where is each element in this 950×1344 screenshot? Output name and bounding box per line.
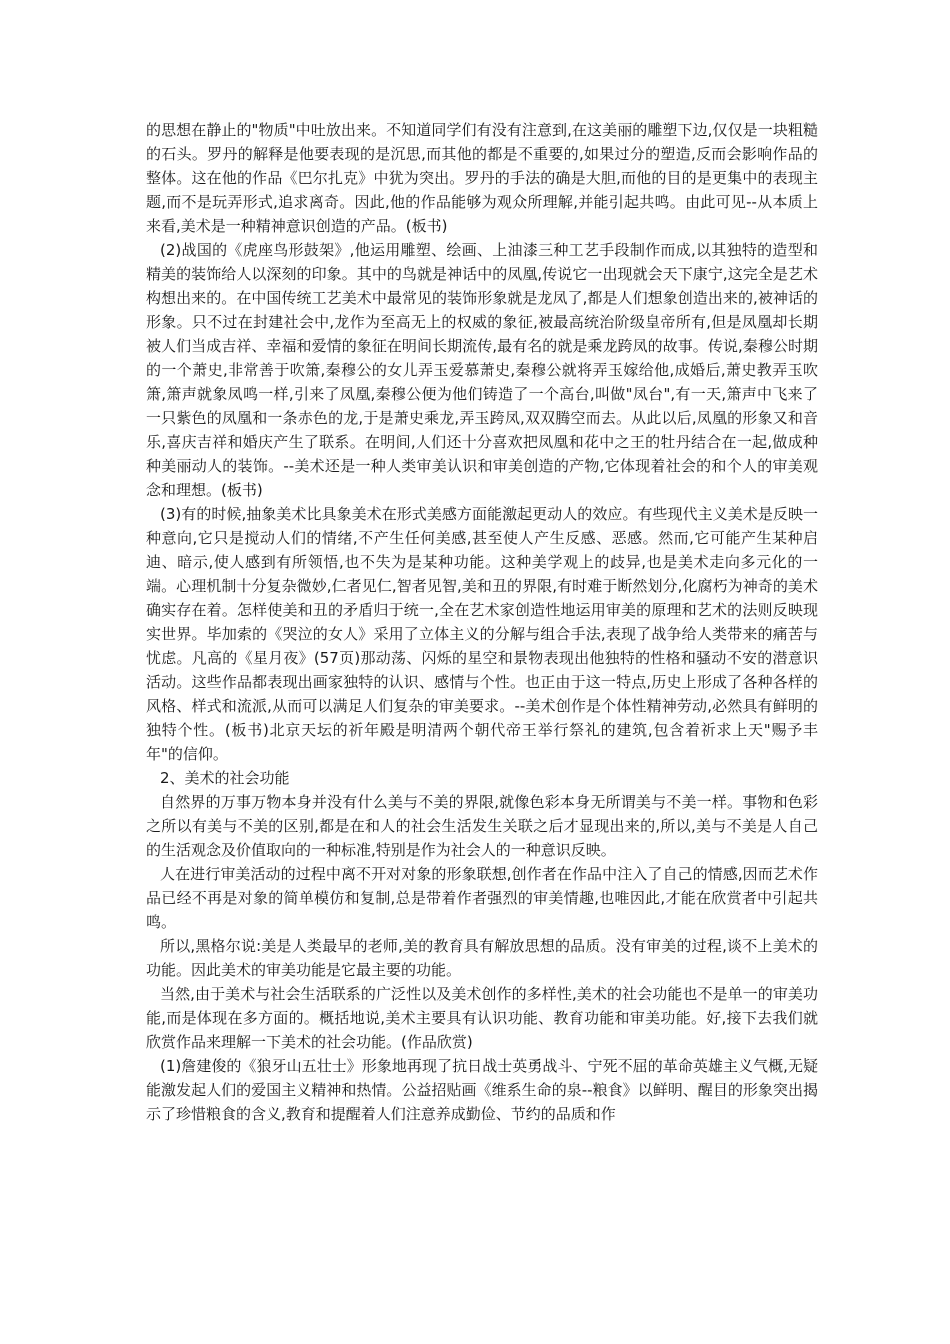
- section-heading-social-function: 2、美术的社会功能: [160, 769, 290, 787]
- paragraph-multiple-functions: 当然,由于美术与社会生活联系的广泛性以及美术创作的多样性,美术的社会功能也不是单一的审美功能,而是体现在多方面的。概括地说,美术主要具有认识功能、教育功能和审美功能。好,接下去我们就欣赏作品来理解一下美术的社会功能。(作品欣赏): [146, 985, 818, 1051]
- paragraph-rodin-continued: 的思想在静止的"物质"中吐放出来。不知道同学们有没有注意到,在这美丽的雕塑下边,仅仅是一块粗糙的石头。罗丹的解释是他要表现的是沉思,而其他的都是不重要的,如果过分的塑造,反而会影响作品的整体。这在他的作品《巴尔扎克》中犹为突出。罗丹的手法的确是大胆,而他的目的是更集中的表现主题,而不是玩弄形式,追求离奇。因此,他的作品能够为观众所理解,并能引起共鸣。由此可见--从本质上来看,美术是一种精神意识创造的产品。(板书): [146, 121, 818, 235]
- paragraph-abstract-art: (3)有的时候,抽象美术比具象美术在形式美感方面能激起更动人的效应。有些现代主义美术是反映一种意向,它只是搅动人们的情绪,不产生任何美感,甚至使人产生反感、恶感。然而,它可能产生某种启迪、暗示,使人感到有所领悟,也不失为是某种功能。这种美学观上的歧异,也是美术走向多元化的一端。心理机制十分复杂微妙,仁者见仁,智者见智,美和丑的界限,有时难于断然划分,化腐朽为神奇的美术确实存在着。怎样使美和丑的矛盾归于统一,全在艺术家创造性地运用审美的原理和艺术的法则反映现实世界。毕加索的《哭泣的女人》采用了立体主义的分解与组合手法,表现了战争给人类带来的痛苦与忧虑。凡高的《星月夜》(57页)那动荡、闪烁的星空和景物表现出他独特的性格和骚动不安的潜意识活动。这些作品都表现出画家独特的认识、感情与个性。也正由于这一特点,历史上形成了各种各样的风格、样式和流派,从而可以满足人们复杂的审美要求。--美术创作是个体性精神劳动,必然具有鲜明的独特个性。(板书)北京天坛的祈年殿是明清两个朝代帝王举行祭礼的建筑,包含着祈求上天"赐予丰年"的信仰。: [146, 505, 818, 763]
- paragraph-tiger-bird-drum: (2)战国的《虎座鸟形鼓架》,他运用雕塑、绘画、上油漆三种工艺手段制作而成,以其独特的造型和精美的装饰给人以深刻的印象。其中的鸟就是神话中的凤凰,传说它一出现就会天下康宁,这完全是艺术构想出来的。在中国传统工艺美术中最常见的装饰形象就是龙凤了,都是人们想象创造出来的,被神话的形象。只不过在封建社会中,龙作为至高无上的权威的象征,被最高统治阶级皇帝所有,但是凤凰却长期被人们当成吉祥、幸福和爱情的象征在明间长期流传,最有名的就是乘龙跨凤的故事。传说,秦穆公时期的一个萧史,非常善于吹箫,秦穆公的女儿弄玉爱慕萧史,秦穆公就将弄玉嫁给他,成婚后,萧史教弄玉吹箫,箫声就象凤鸣一样,引来了凤凰,秦穆公便为他们铸造了一个高台,叫做"凤台",有一天,箫声中飞来了一只紫色的凤凰和一条赤色的龙,于是萧史乘龙,弄玉跨凤,双双腾空而去。从此以后,凤凰的形象又和音乐,喜庆吉祥和婚庆产生了联系。在明间,人们还十分喜欢把凤凰和花中之王的牡丹结合在一起,做成种种美丽动人的装饰。--美术还是一种人类审美认识和审美创造的产物,它体现着社会的和个人的审美观念和理想。(板书): [146, 241, 818, 499]
- paragraph-aesthetic-activity: 人在进行审美活动的过程中离不开对对象的形象联想,创作者在作品中注入了自己的情感,因而艺术作品已经不再是对象的简单模仿和复制,总是带着作者强烈的审美情趣,也唯因此,才能在欣赏者中引起共鸣。: [146, 865, 818, 931]
- paragraph-nature-beauty: 自然界的万事万物本身并没有什么美与不美的界限,就像色彩本身无所谓美与不美一样。事物和色彩之所以有美与不美的区别,都是在和人的社会生活发生关联之后才显现出来的,所以,美与不美是人自己的生活观念及价值取向的一种标准,特别是作为社会人的一种意识反映。: [146, 793, 818, 859]
- document-body: [146, 118, 818, 1126]
- paragraph-hegel: 所以,黑格尔说:美是人类最早的老师,美的教育具有解放思想的品质。没有审美的过程,谈不上美术的功能。因此美术的审美功能是它最主要的功能。: [146, 937, 818, 979]
- paragraph-five-heroes: (1)詹建俊的《狼牙山五壮士》形象地再现了抗日战士英勇战斗、宁死不屈的革命英雄主义气概,无疑能激发起人们的爱国主义精神和热情。公益招贴画《维系生命的泉--粮食》以鲜明、醒目的形象突出揭示了珍惜粮食的含义,教育和提醒着人们注意养成勤俭、节约的品质和作: [146, 1057, 818, 1123]
